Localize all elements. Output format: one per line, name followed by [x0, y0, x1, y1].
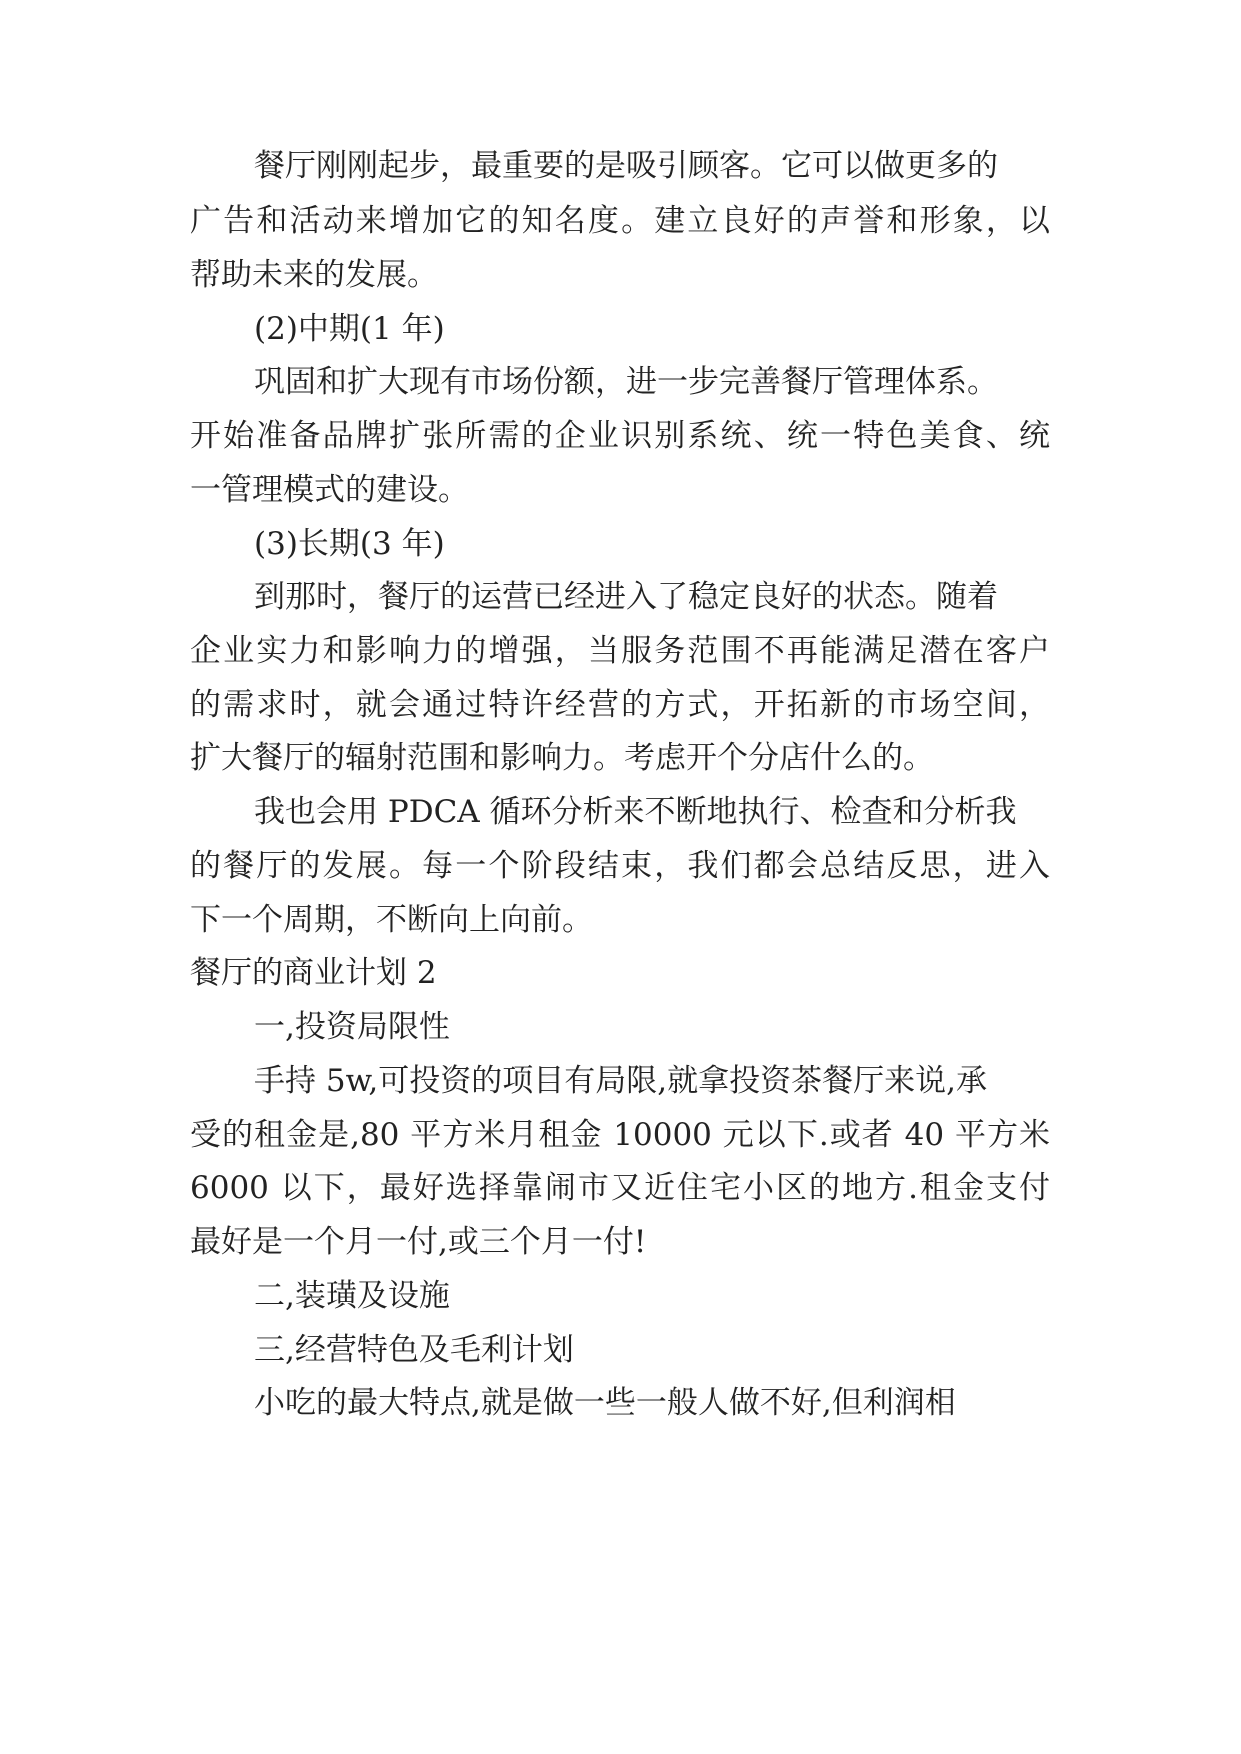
paragraph-line: 一管理模式的建设。	[190, 472, 469, 508]
section-heading: 一,投资局限性	[254, 1009, 450, 1045]
paragraph-line: 手持 5w,可投资的项目有局限,就拿投资茶餐厅来说,承	[254, 1063, 987, 1099]
paragraph-line: 6000 以下，最好选择靠闹市又近住宅小区的地方.租金支付	[190, 1170, 1050, 1206]
paragraph-line: 的需求时，就会通过特许经营的方式，开拓新的市场空间，	[190, 687, 1050, 723]
paragraph-line: 我也会用 PDCA 循环分析来不断地执行、检查和分析我	[254, 794, 1017, 830]
paragraph-line: 巩固和扩大现有市场份额，进一步完善餐厅管理体系。	[254, 364, 998, 400]
section-heading: (2)中期(1 年)	[254, 311, 445, 347]
paragraph-line: 到那时，餐厅的运营已经进入了稳定良好的状态。随着	[254, 579, 998, 615]
paragraph-line: 餐厅刚刚起步，最重要的是吸引顾客。它可以做更多的	[254, 148, 998, 184]
paragraph-line: 下一个周期，不断向上向前。	[190, 902, 593, 938]
section-heading: (3)长期(3 年)	[254, 526, 445, 562]
paragraph-line: 受的租金是,80 平方米月租金 10000 元以下.或者 40 平方米	[190, 1117, 1050, 1153]
paragraph-line: 企业实力和影响力的增强，当服务范围不再能满足潜在客户	[190, 633, 1050, 669]
section-heading: 二,装璜及设施	[254, 1278, 450, 1314]
paragraph-line: 扩大餐厅的辐射范围和影响力。考虑开个分店什么的。	[190, 740, 934, 776]
paragraph-line: 最好是一个月一付,或三个月一付!	[190, 1224, 647, 1260]
paragraph-line: 开始准备品牌扩张所需的企业识别系统、统一特色美食、统	[190, 418, 1050, 454]
paragraph-line: 广告和活动来增加它的知名度。建立良好的声誉和形象，以	[190, 203, 1050, 239]
paragraph-line: 帮助未来的发展。	[190, 257, 438, 293]
paragraph-line: 小吃的最大特点,就是做一些一般人做不好,但利润相	[254, 1385, 956, 1421]
paragraph-line: 的餐厅的发展。每一个阶段结束，我们都会总结反思，进入	[190, 848, 1050, 884]
section-heading: 三,经营特色及毛利计划	[254, 1332, 574, 1368]
document-heading: 餐厅的商业计划 2	[190, 955, 437, 991]
